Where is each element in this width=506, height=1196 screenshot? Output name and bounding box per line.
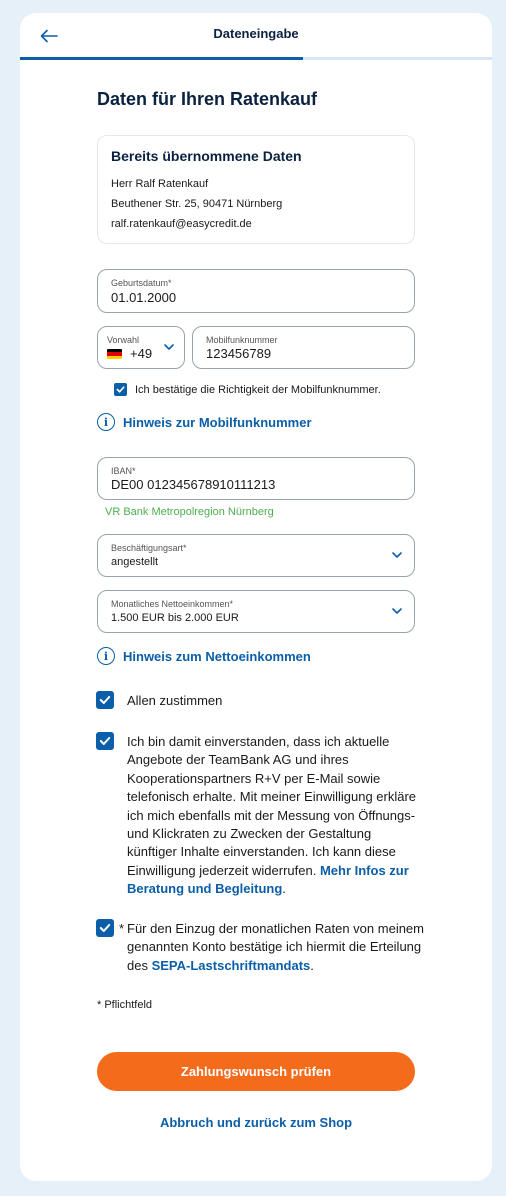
birthdate-field[interactable]	[97, 269, 415, 313]
progress-fill	[20, 57, 303, 60]
sepa-required-marker: *	[119, 921, 125, 936]
page-title: Daten für Ihren Ratenkauf	[97, 89, 318, 109]
prefix-value: +49	[130, 346, 153, 361]
progress-bar	[20, 57, 492, 60]
bank-name: VR Bank Metropolregion Nürnberg	[105, 506, 274, 518]
customer-address: Beuthener Str. 25, 90471 Nürnberg	[111, 198, 283, 210]
mobile-number-field[interactable]	[192, 326, 415, 369]
income-label: Monatliches Nettoeinkommen*	[111, 599, 234, 609]
info-icon: i	[97, 413, 115, 431]
income-select[interactable]	[97, 590, 415, 633]
customer-name: Herr Ralf Ratenkauf	[111, 178, 209, 190]
header-title: Dateneingabe	[213, 26, 299, 41]
mobile-confirm-checkbox[interactable]	[114, 383, 127, 396]
consent-sepa-checkbox[interactable]	[96, 919, 114, 937]
employment-label: Beschäftigungsart*	[111, 543, 187, 553]
consent-info-link[interactable]: Mehr Infos zur Beratung und Begleitung	[127, 862, 409, 897]
hint-income-link[interactable]	[97, 647, 311, 665]
checkmark-icon	[99, 694, 111, 706]
checkmark-icon	[99, 922, 111, 934]
iban-label: IBAN*	[111, 466, 136, 476]
info-icon: i	[97, 647, 115, 665]
header	[20, 13, 492, 60]
consent-all-text: Allen zustimmen	[127, 693, 223, 708]
consent-sepa-suffix: .	[310, 957, 314, 973]
birthdate-value: 01.01.2000	[111, 290, 177, 305]
checkmark-icon	[116, 385, 125, 394]
sepa-mandate-link[interactable]: SEPA-Lastschriftmandats	[151, 957, 311, 973]
prefix-label: Vorwahl	[107, 335, 140, 345]
chevron-down-icon	[391, 605, 403, 617]
employment-value: angestellt	[111, 556, 159, 568]
chevron-down-icon	[163, 341, 175, 353]
employment-select[interactable]	[97, 534, 415, 577]
consent-marketing-body: Ich bin damit einverstanden, dass ich aktuelle Angebote der TeamBank AG und ihres Kooperationspartners R+V per E-Mail sowie telefonisch erhalte. Mit meiner Einwilligung erkläre ich mich ebenfalls mit der Messung von Öffnungs- und Klickraten zu Zwecken der Gestaltung künftiger Inhalte einverstanden. Ich kann diese Einwilligung jederzeit widerrufen.	[127, 734, 417, 878]
hint-mobile-link[interactable]	[97, 413, 312, 431]
hint-mobile-text: Hinweis zur Mobilfunknummer	[123, 414, 312, 430]
consent-sepa-body: Für den Einzug der monatlichen Raten von meinem genannten Konto bestätige ich hiermit die Erteilung des	[127, 921, 424, 973]
income-value: 1.500 EUR bis 2.000 EUR	[111, 612, 239, 624]
mobile-confirm-text: Ich bestätige die Richtigkeit der Mobilfunknummer.	[135, 384, 381, 396]
checkmark-icon	[99, 735, 111, 747]
consent-marketing-checkbox[interactable]	[96, 732, 114, 750]
hint-income-text: Hinweis zum Nettoeinkommen	[123, 648, 311, 664]
consent-sepa-text	[127, 920, 427, 975]
cancel-return-link[interactable]: Abbruch und zurück zum Shop	[159, 1115, 353, 1130]
birthdate-label: Geburtsdatum*	[111, 278, 172, 288]
country-code-select[interactable]	[97, 326, 185, 369]
consent-all-checkbox[interactable]	[96, 691, 114, 709]
mobile-number-label: Mobilfunknummer	[206, 335, 278, 345]
iban-field[interactable]	[97, 457, 415, 500]
adopted-data-box	[97, 135, 415, 244]
check-payment-button[interactable]: Zahlungswunsch prüfen	[97, 1052, 415, 1091]
germany-flag-icon	[107, 349, 122, 359]
required-note: * Pflichtfeld	[97, 999, 153, 1011]
form-card	[20, 13, 492, 1181]
iban-value: DE00 012345678910111213	[111, 477, 276, 492]
customer-email: ralf.ratenkauf@easycredit.de	[111, 218, 252, 230]
adopted-data-title: Bereits übernommene Daten	[111, 148, 302, 164]
mobile-number-value: 123456789	[206, 346, 272, 361]
chevron-down-icon	[391, 549, 403, 561]
consent-marketing-text: Ich bin damit einverstanden, dass ich aktuelle Angebote der TeamBank AG und ihres Kooperationspartners R+V per E-Mail sowie telefonisch erhalte. Mit meiner Einwilligung erkläre ich mich ebenfalls mit der Messung von Öffnungs- und Klickraten zu Zwecken der Gestaltung künftiger Inhalte einverstanden. Ich kann diese Einwilligung jederzeit widerrufen. Mehr Infos zur Beratung und Begleitung.	[127, 734, 417, 897]
